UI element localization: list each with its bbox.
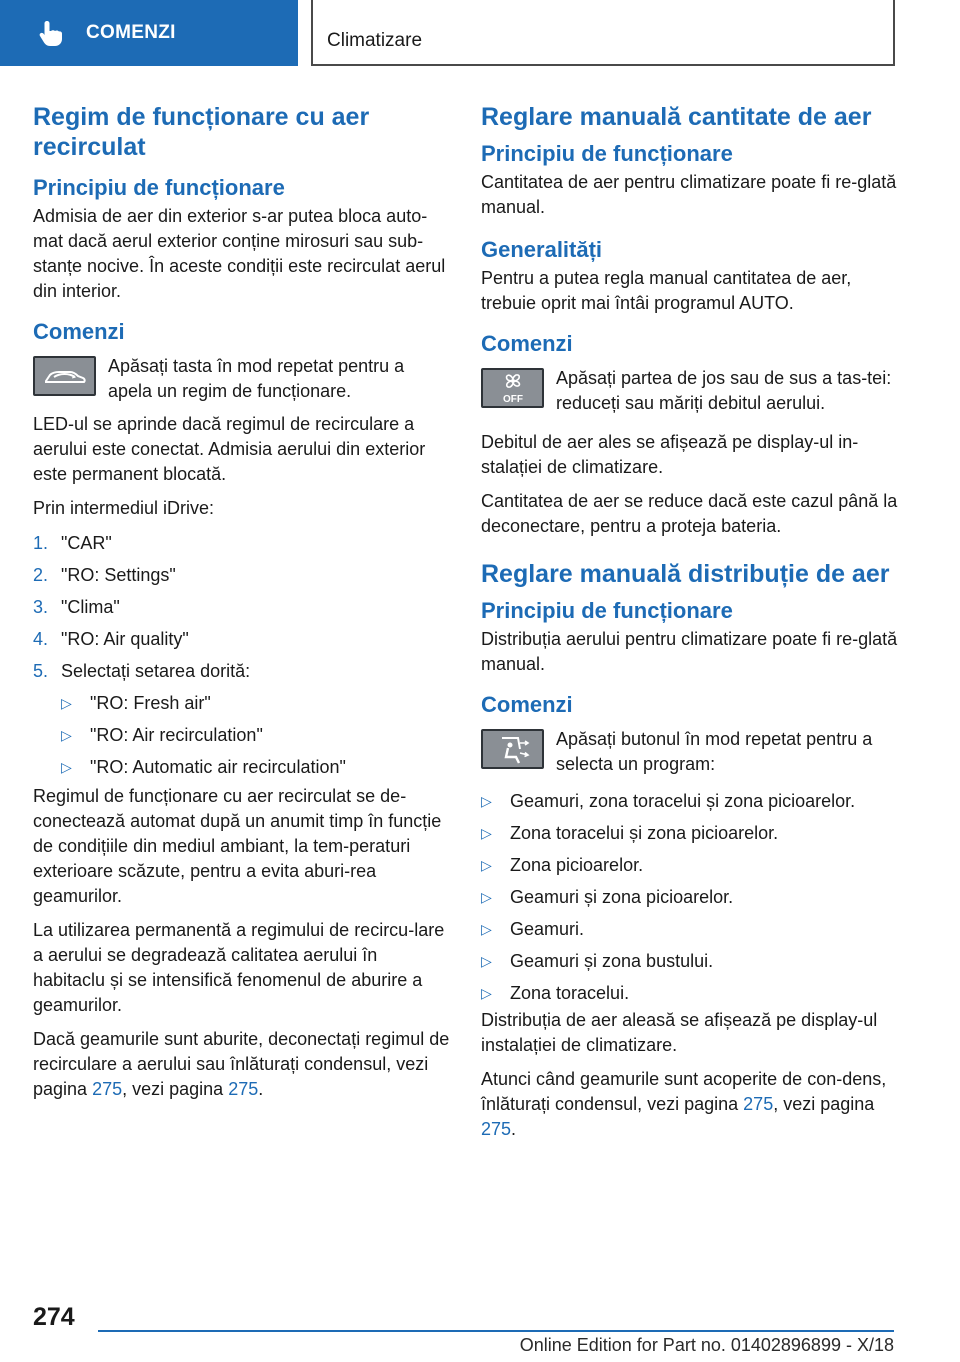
- triangle-bullet-icon: ▷: [481, 889, 492, 905]
- triangle-bullet-icon: ▷: [61, 727, 72, 743]
- setting-options: [61, 691, 451, 780]
- list-item: ▷ Zona toracelui.: [481, 981, 899, 1006]
- distribution-button-image: [481, 729, 544, 769]
- distribution-programs: [481, 789, 899, 1006]
- svg-text:OFF: OFF: [502, 394, 523, 405]
- list-item: ▷ "RO: Air recirculation": [61, 723, 451, 748]
- list-item: 1. "CAR": [33, 533, 112, 553]
- distribution-display-text: Distribuția de aer aleasă se afișează pe display-ul instalației de climatizare.: [481, 1010, 878, 1055]
- list-item: ▷ "RO: Fresh air": [61, 691, 451, 716]
- general-heading: Generalități: [481, 237, 603, 262]
- controls-heading: Comenzi: [481, 331, 573, 356]
- air-quantity-principle-text: Cantitatea de aer pentru climatizare poate fi re-glată manual.: [481, 172, 897, 217]
- principle-heading: Principiu de funcționare: [481, 598, 733, 623]
- triangle-bullet-icon: ▷: [481, 921, 492, 937]
- distribution-button-row: [481, 727, 899, 777]
- list-item: ▷ "RO: Automatic air recirculation": [61, 755, 451, 780]
- recirculation-car-icon: [42, 364, 88, 388]
- chapter-tab: [0, 0, 298, 66]
- chapter-tab-label: COMENZI: [86, 22, 176, 43]
- section-header: [311, 0, 895, 66]
- led-text: LED-ul se aprinde dacă regimul de recirculare a aerului este conectat. Admisia aerului din exterior este permanent blocată.: [33, 414, 426, 484]
- section-title: Climatizare: [327, 30, 423, 51]
- distribution-button-text: Apăsați butonul în mod repetat pentru a selecta un program:: [556, 729, 873, 774]
- fan-off-icon: [490, 371, 536, 405]
- condensation-text: Atunci când geamurile sunt acoperite de con-dens, înlăturați condensul, vezi pagina 275, vezi pagina 275.: [481, 1069, 887, 1139]
- list-item: ▷ Geamuri, zona toracelui și zona picioarelor.: [481, 789, 899, 814]
- controls-heading: Comenzi: [33, 319, 125, 344]
- left-column: [33, 102, 451, 1111]
- page-number: 274: [33, 1303, 75, 1331]
- air-distribution-principle-text: Distribuția aerului pentru climatizare poate fi re-glată manual.: [481, 629, 898, 674]
- idrive-steps: [33, 531, 451, 684]
- triangle-bullet-icon: ▷: [481, 953, 492, 969]
- list-item: 2. "RO: Settings": [33, 565, 176, 585]
- triangle-bullet-icon: ▷: [481, 793, 492, 809]
- list-item: ▷ Zona toracelui și zona picioarelor.: [481, 821, 899, 846]
- principle-heading: Principiu de funcționare: [33, 175, 285, 200]
- page-link[interactable]: 275: [92, 1079, 123, 1099]
- fan-button-row: [481, 366, 899, 416]
- triangle-bullet-icon: ▷: [481, 985, 492, 1001]
- fan-button-image: [481, 368, 544, 408]
- display-text: Debitul de aer ales se afișează pe display-ul in-stalației de climatizare.: [481, 432, 859, 477]
- controls-heading: Comenzi: [481, 692, 573, 717]
- air-distribution-icon: [490, 733, 536, 765]
- air-quantity-heading: Reglare manuală cantitate de aer: [481, 103, 872, 131]
- fan-button-text: Apăsați partea de jos sau de sus a tas-tei: reduceți sau măriți debitul aerului.: [556, 368, 892, 413]
- hand-pointer-icon: [38, 19, 64, 47]
- fogged-windows-text: Dacă geamurile sunt aburite, deconectați regimul de recirculare a aerului sau înlăturați condensul, vezi pagina 275, vezi pagina 275.: [33, 1029, 450, 1099]
- list-item: ▷ Geamuri.: [481, 917, 899, 942]
- idrive-intro: Prin intermediul iDrive:: [33, 498, 215, 518]
- principle-heading: Principiu de funcționare: [481, 141, 733, 166]
- auto-off-text: Regimul de funcționare cu aer recirculat se de-conectează automat după un anumit timp în funcție de condițiile din mediul ambiant, la tem-peraturi exterioare scăzute, pentru a evita aburi-rea geamurilor.: [33, 786, 442, 906]
- triangle-bullet-icon: ▷: [481, 857, 492, 873]
- page-link[interactable]: 275: [228, 1079, 259, 1099]
- page-link[interactable]: 275: [481, 1119, 512, 1139]
- edition-note: Online Edition for Part no. 01402896899 - X/18: [519, 1335, 894, 1355]
- principle-text: Admisia de aer din exterior s-ar putea bloca auto-mat dacă aerul exterior conține mirosuri sau sub-stanțe nocive. În aceste condiții este recirculat aerul din interior.: [33, 206, 446, 301]
- recirculation-button-row: [33, 354, 451, 404]
- triangle-bullet-icon: ▷: [61, 695, 72, 711]
- list-item: ▷ Geamuri și zona bustului.: [481, 949, 899, 974]
- recirculation-button-image: [33, 356, 96, 396]
- reduce-text: Cantitatea de aer se reduce dacă este cazul până la deconectare, pentru a proteja bateria.: [481, 491, 898, 536]
- permanent-use-text: La utilizarea permanentă a regimului de recircu-lare a aerului se degradează calitatea aerului în habitaclu și se intensifică fenomenul de aburire a geamurilor.: [33, 920, 445, 1015]
- right-column: [481, 102, 899, 1151]
- footer-divider: [98, 1330, 894, 1332]
- list-item: ▷ Zona picioarelor.: [481, 853, 899, 878]
- triangle-bullet-icon: ▷: [481, 825, 492, 841]
- page-link[interactable]: 275: [743, 1094, 774, 1114]
- list-item: 5. Selectați setarea dorită:: [33, 661, 251, 681]
- air-distribution-heading: Reglare manuală distribuție de aer: [481, 560, 890, 588]
- list-item: 3. "Clima": [33, 597, 120, 617]
- recirculation-heading: Regim de funcționare cu aer recirculat: [33, 103, 370, 161]
- triangle-bullet-icon: ▷: [61, 759, 72, 775]
- list-item: ▷ Geamuri și zona picioarelor.: [481, 885, 899, 910]
- recirculation-button-text: Apăsați tasta în mod repetat pentru a apela un regim de funcționare.: [108, 356, 405, 401]
- general-text: Pentru a putea regla manual cantitatea de aer, trebuie oprit mai întâi programul AUTO.: [481, 268, 852, 313]
- list-item: 4. "RO: Air quality": [33, 629, 189, 649]
